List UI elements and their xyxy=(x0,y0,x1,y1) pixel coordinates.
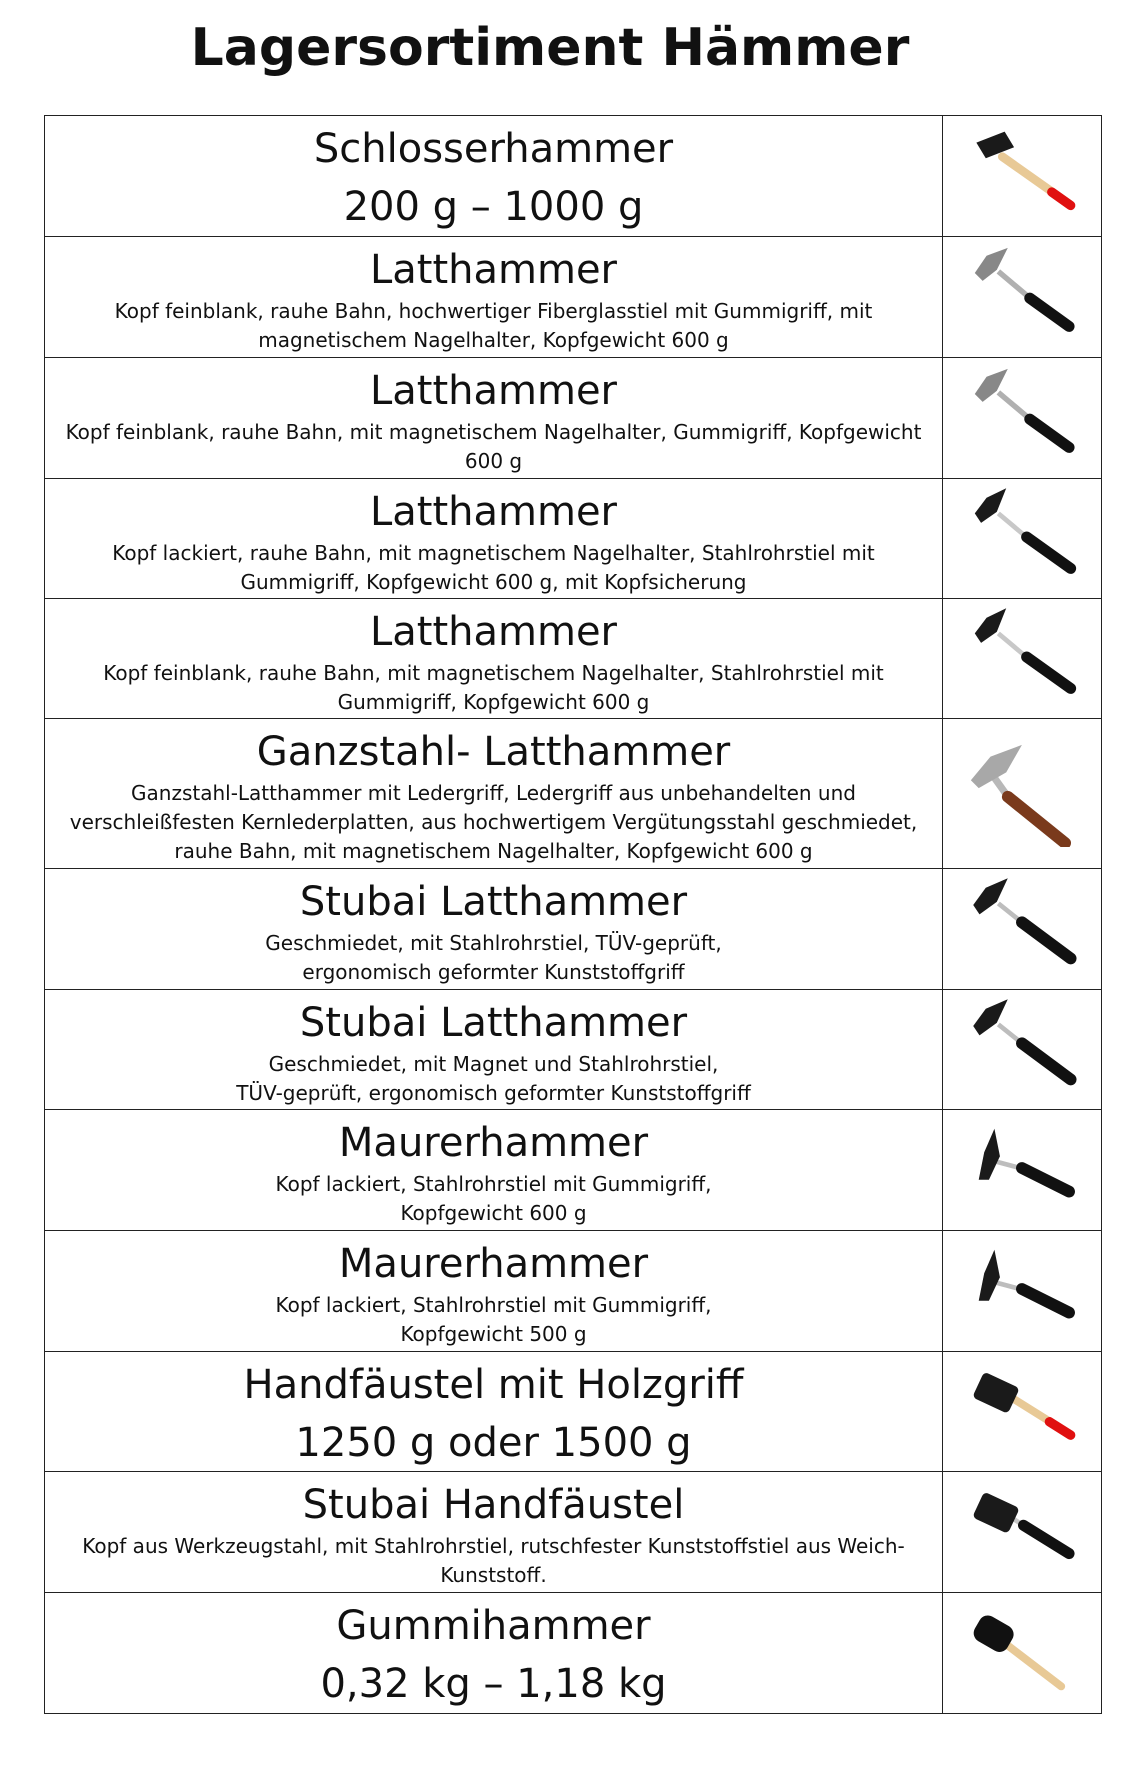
table-row xyxy=(45,1472,1102,1593)
table-row xyxy=(45,990,1102,1110)
product-image-cell xyxy=(943,990,1102,1110)
product-name: Gummihammer xyxy=(336,1603,651,1649)
product-description-cell xyxy=(45,1472,943,1593)
table-row xyxy=(45,1231,1102,1352)
product-table xyxy=(44,115,1102,1714)
product-details: Ganzstahl-Latthammer mit Ledergriff, Ledergriff aus unbehandelten und verschleißfesten Kernlederplatten, aus hochwertigem Vergütungsstahl geschmiedet, rauhe Bahn, mit magnetischem Nagelhalter, Kopfgewicht 600 g xyxy=(69,781,918,863)
product-description-cell xyxy=(45,479,943,599)
framing-hammer-icon xyxy=(943,872,1101,986)
product-description-cell xyxy=(45,1231,943,1352)
product-name: Handfäustel mit Holzgriff xyxy=(243,1362,744,1408)
product-image-cell xyxy=(943,599,1102,719)
framing-hammer-icon xyxy=(943,602,1101,716)
machinist-hammer-icon xyxy=(943,119,1101,233)
product-description-cell xyxy=(45,599,943,719)
product-details: Geschmiedet, mit Magnet und Stahlrohrstiel, TÜV-geprüft, ergonomisch geformter Kunststoffgriff xyxy=(236,1052,751,1105)
product-name: Stubai Handfäustel xyxy=(302,1482,685,1528)
product-name: Maurerhammer xyxy=(338,1120,649,1166)
rubber-mallet-icon xyxy=(943,1596,1101,1710)
product-weight-range: 1250 g oder 1500 g xyxy=(295,1420,692,1466)
product-description-cell xyxy=(45,990,943,1110)
product-details: Kopf lackiert, Stahlrohrstiel mit Gummigriff, Kopfgewicht 500 g xyxy=(275,1293,712,1346)
product-name: Latthammer xyxy=(369,489,617,535)
framing-hammer-icon xyxy=(943,482,1101,596)
page-title: Lagersortiment Hämmer xyxy=(190,18,910,78)
product-description-cell xyxy=(45,1110,943,1231)
table-row xyxy=(45,869,1102,990)
product-image-cell xyxy=(943,719,1102,869)
product-image-cell xyxy=(943,237,1102,358)
product-description-cell xyxy=(45,358,943,479)
product-image-cell xyxy=(943,869,1102,990)
product-details: Kopf aus Werkzeugstahl, mit Stahlrohrstiel, rutschfester Kunststoffstiel aus Weich- Kunststoff. xyxy=(82,1534,905,1587)
product-image-cell xyxy=(943,1472,1102,1593)
table-row xyxy=(45,1593,1102,1714)
bricklayer-hammer-icon xyxy=(943,1234,1101,1348)
product-details: Kopf feinblank, rauhe Bahn, mit magnetischem Nagelhalter, Gummigriff, Kopfgewicht 600 g xyxy=(65,420,922,473)
steel-framing-hammer-icon xyxy=(943,737,1101,851)
table-row xyxy=(45,479,1102,599)
club-hammer-icon xyxy=(943,1475,1101,1589)
product-description-cell xyxy=(45,237,943,358)
product-image-cell xyxy=(943,358,1102,479)
framing-hammer-icon xyxy=(943,240,1101,354)
product-name: Stubai Latthammer xyxy=(299,1000,688,1046)
product-details: Kopf feinblank, rauhe Bahn, hochwertiger Fiberglasstiel mit Gummigriff, mit magnetischem Nagelhalter, Kopfgewicht 600 g xyxy=(114,299,873,352)
product-description-cell xyxy=(45,1593,943,1714)
product-details: Kopf feinblank, rauhe Bahn, mit magnetischem Nagelhalter, Stahlrohrstiel mit Gummigriff, Kopfgewicht 600 g xyxy=(103,661,884,714)
framing-hammer-icon xyxy=(943,361,1101,475)
bricklayer-hammer-icon xyxy=(943,1113,1101,1227)
product-image-cell xyxy=(943,1593,1102,1714)
product-weight-range: 0,32 kg – 1,18 kg xyxy=(320,1661,667,1707)
product-weight-range: 200 g – 1000 g xyxy=(343,184,644,230)
product-name: Latthammer xyxy=(369,247,617,293)
table-row xyxy=(45,719,1102,869)
product-details: Kopf lackiert, rauhe Bahn, mit magnetischem Nagelhalter, Stahlrohrstiel mit Gummigriff, Kopfgewicht 600 g, mit Kopfsicherung xyxy=(112,541,875,594)
product-description-cell xyxy=(45,869,943,990)
product-description-cell xyxy=(45,116,943,237)
table-row xyxy=(45,599,1102,719)
club-hammer-icon xyxy=(943,1355,1101,1469)
table-row xyxy=(45,116,1102,237)
product-image-cell xyxy=(943,1110,1102,1231)
product-name: Latthammer xyxy=(369,609,617,655)
table-row xyxy=(45,1110,1102,1231)
table-row xyxy=(45,358,1102,479)
product-details: Kopf lackiert, Stahlrohrstiel mit Gummigriff, Kopfgewicht 600 g xyxy=(275,1172,712,1225)
product-name: Stubai Latthammer xyxy=(299,879,688,925)
product-image-cell xyxy=(943,1231,1102,1352)
product-name: Latthammer xyxy=(369,368,617,414)
product-name: Schlosserhammer xyxy=(313,126,674,172)
framing-hammer-icon xyxy=(943,993,1101,1107)
table-row xyxy=(45,1352,1102,1472)
product-details: Geschmiedet, mit Stahlrohrstiel, TÜV-geprüft, ergonomisch geformter Kunststoffgriff xyxy=(265,931,722,984)
product-description-cell xyxy=(45,719,943,869)
product-name: Ganzstahl- Latthammer xyxy=(256,729,731,775)
product-description-cell xyxy=(45,1352,943,1472)
product-name: Maurerhammer xyxy=(338,1241,649,1287)
table-row xyxy=(45,237,1102,358)
product-image-cell xyxy=(943,479,1102,599)
product-image-cell xyxy=(943,116,1102,237)
product-image-cell xyxy=(943,1352,1102,1472)
